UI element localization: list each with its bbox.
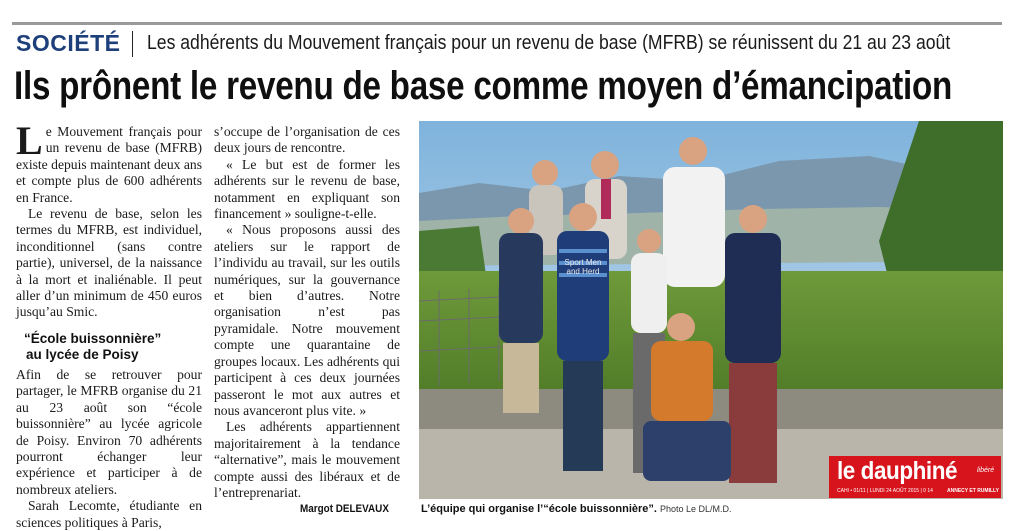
kicker-row [16, 30, 1006, 60]
paragraph: « Nous proposons aussi des ateliers sur le rapport de l’individu au travail, sur les outils numériques, sur la gouvernance et bien d’autres. Notre organisation n’est pas pyramidale. Notre mouvement compte une quarantaine de groupes locaux. Les adhérents qui participent à ces deux journées passeront le mot aux autres et nous avanceront plus vite. » [214, 222, 400, 418]
paragraph: Sarah Lecomte, étudiante en sciences politiques à Paris, [16, 498, 202, 530]
paragraph: Les adhérents appartiennent majoritairement à la tendance “alternative”, mais le mouvement compte aussi des libéraux et de l’entreprenariat. [214, 419, 400, 500]
photo-caption [421, 503, 732, 515]
paragraph: « Le but est de former les adhérents sur le revenu de base, notamment en expliquant son financement » souligne-t-elle. [214, 156, 400, 222]
byline: Margot DELEVAUX [300, 503, 389, 515]
paragraph: Afin de se retrouver pour partager, le MFRB organise du 21 au 23 août son “école buissonnière” au lycée agricole de Poisy. Environ 70 adhérents pourront échanger leur expérience et participer à de nombreux ateliers. [16, 366, 202, 497]
person-front-4 [725, 205, 781, 483]
person-front-2 [557, 203, 609, 471]
tshirt-text-1: Sport Men [564, 258, 602, 267]
intertitle-line-1: “École buissonnière” [24, 330, 162, 346]
paragraph: Le revenu de base, selon les termes du MFRB, est individuel, inconditionnel (sans contre partie), universel, de la naissance à la mort et inaliénable. Il peut aller d’un minimum de 450 euros jusqu’au Smic. [16, 206, 202, 320]
dropcap: L [16, 118, 43, 163]
group-photo [419, 121, 1003, 499]
person-front-1 [499, 208, 543, 413]
headline: Ils prônent le revenu de base comme moyen d’émancipation [14, 64, 953, 108]
section-separator [132, 31, 133, 57]
paragraph-text: e Mouvement français pour un revenu de base (MFRB) existe depuis maintenant deux ans et compte plus de 600 adhérents en France. [16, 124, 202, 205]
article-column-1 [16, 118, 202, 531]
top-rule [12, 22, 1002, 25]
logo-wordmark: le dauphiné [837, 457, 958, 485]
photo-credit: Photo Le DL/M.D. [659, 504, 732, 514]
tshirt-text-2: and Herd [566, 267, 600, 276]
logo-edition: ANNECY ET RUMILLY [947, 488, 999, 494]
caption-text: L’équipe qui organise l’“école buissonnière”. [421, 503, 657, 515]
paragraph [16, 118, 202, 206]
article-column-2 [214, 124, 400, 501]
intertitle [24, 331, 202, 363]
logo-dateline: CAHI • 01/11 | LUNDI 24 AOÛT 2015 | 0 14 [837, 488, 933, 494]
logo-tagline: libéré [977, 467, 995, 474]
intertitle-line-2: au lycée de Poisy [26, 346, 139, 362]
photo-illustration [419, 121, 1003, 499]
newspaper-logo [829, 456, 1001, 498]
paragraph: s’occupe de l’organisation de ces deux jours de rencontre. [214, 124, 400, 156]
subheadline: Les adhérents du Mouvement français pour un revenu de base (MFRB) se réunissent du 21 au 23 août [147, 32, 951, 54]
section-label: SOCIÉTÉ [16, 30, 121, 56]
